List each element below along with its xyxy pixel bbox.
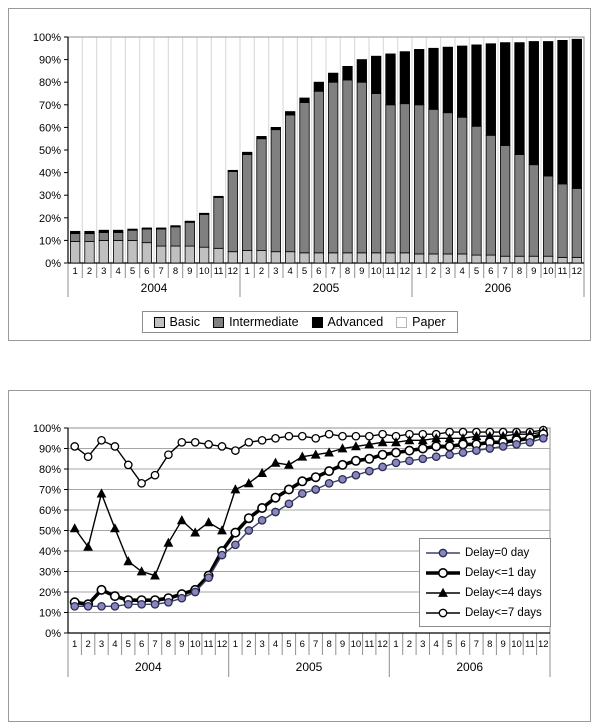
- svg-text:40%: 40%: [38, 546, 61, 558]
- svg-text:12: 12: [538, 639, 549, 650]
- legend-item-delay-0-day: [425, 544, 542, 561]
- svg-text:11: 11: [557, 266, 568, 277]
- svg-text:50%: 50%: [38, 525, 61, 538]
- y-axis: [33, 423, 68, 640]
- svg-text:2: 2: [430, 266, 437, 277]
- svg-text:80%: 80%: [38, 77, 61, 90]
- svg-text:11: 11: [524, 639, 535, 650]
- svg-text:60%: 60%: [38, 122, 61, 135]
- svg-text:2: 2: [86, 266, 93, 277]
- legend-item-delay-7-days: [425, 604, 542, 621]
- basic-swatch-icon: [153, 317, 164, 328]
- x-axis: [68, 263, 584, 297]
- svg-text:1: 1: [72, 639, 78, 650]
- svg-text:60%: 60%: [38, 505, 61, 517]
- svg-text:4: 4: [272, 639, 279, 650]
- svg-text:7: 7: [473, 639, 480, 650]
- legend-item-paper: [396, 315, 445, 329]
- svg-text:2: 2: [85, 639, 91, 650]
- svg-text:12: 12: [227, 266, 239, 277]
- svg-text:9: 9: [500, 639, 506, 650]
- svg-text:11: 11: [385, 266, 396, 277]
- svg-text:5: 5: [125, 639, 131, 650]
- svg-text:6: 6: [144, 266, 150, 277]
- svg-text:7: 7: [152, 639, 158, 650]
- delay-7-days-marker-icon: [425, 606, 461, 620]
- svg-text:10%: 10%: [38, 235, 61, 248]
- svg-text:70%: 70%: [38, 99, 61, 112]
- svg-text:4: 4: [112, 639, 118, 650]
- svg-text:6: 6: [488, 266, 494, 277]
- svg-text:2006: 2006: [484, 281, 512, 295]
- svg-text:11: 11: [364, 639, 375, 650]
- svg-text:6: 6: [316, 266, 322, 277]
- svg-text:1: 1: [393, 639, 399, 650]
- intermediate-swatch-icon: [213, 317, 224, 328]
- x-axis: [68, 633, 550, 677]
- legend-item-intermediate: [213, 315, 298, 329]
- svg-text:100%: 100%: [32, 423, 61, 435]
- svg-text:10: 10: [542, 266, 554, 277]
- svg-text:12: 12: [399, 266, 411, 277]
- legend-label: Advanced: [327, 315, 384, 329]
- svg-text:2005: 2005: [312, 281, 340, 295]
- svg-text:10: 10: [198, 266, 210, 277]
- svg-text:12: 12: [377, 639, 388, 650]
- svg-text:12: 12: [216, 639, 228, 650]
- svg-text:20%: 20%: [38, 587, 61, 599]
- svg-text:6: 6: [460, 639, 466, 650]
- svg-text:80%: 80%: [38, 464, 61, 476]
- svg-text:3: 3: [445, 266, 451, 277]
- svg-text:1: 1: [232, 639, 239, 650]
- svg-text:11: 11: [203, 639, 214, 650]
- advanced-swatch-icon: [312, 317, 323, 328]
- svg-text:7: 7: [502, 266, 508, 277]
- y-axis: [33, 32, 68, 270]
- svg-text:8: 8: [165, 639, 172, 650]
- svg-text:2: 2: [246, 639, 252, 650]
- svg-text:5: 5: [286, 639, 292, 650]
- svg-text:10: 10: [511, 639, 522, 650]
- svg-text:5: 5: [446, 639, 453, 650]
- svg-text:4: 4: [459, 266, 465, 277]
- svg-text:50%: 50%: [38, 145, 61, 157]
- delay-line-chart: [8, 390, 591, 722]
- svg-text:10%: 10%: [38, 607, 61, 620]
- legend-label: Intermediate: [229, 315, 299, 329]
- svg-text:2004: 2004: [140, 281, 168, 295]
- svg-text:40%: 40%: [38, 167, 61, 180]
- svg-text:3: 3: [273, 266, 279, 277]
- svg-text:2006: 2006: [456, 660, 484, 674]
- line-chart-legend: [419, 538, 551, 627]
- gridlines: [82, 37, 569, 263]
- svg-text:8: 8: [326, 639, 332, 650]
- delay-0-day-marker-icon: [425, 546, 461, 560]
- stacked-bar-plot: [9, 9, 590, 340]
- svg-text:30%: 30%: [38, 566, 61, 579]
- svg-text:3: 3: [420, 639, 426, 650]
- svg-text:11: 11: [213, 266, 224, 277]
- delay-4-days-marker-icon: [425, 586, 461, 600]
- svg-text:8: 8: [172, 266, 179, 277]
- svg-text:9: 9: [179, 639, 185, 650]
- svg-text:90%: 90%: [38, 54, 61, 67]
- svg-text:8: 8: [487, 639, 493, 650]
- legend-item-basic: [153, 315, 200, 329]
- legend-label: Delay<=7 days: [465, 606, 542, 619]
- svg-text:20%: 20%: [38, 212, 61, 225]
- svg-text:9: 9: [531, 266, 537, 277]
- bar-chart-legend: [141, 311, 457, 333]
- svg-text:100%: 100%: [32, 32, 61, 44]
- svg-text:4: 4: [433, 639, 439, 650]
- legend-item-delay-1-day: [425, 564, 542, 581]
- svg-text:9: 9: [339, 639, 346, 650]
- svg-text:1: 1: [72, 266, 78, 277]
- svg-text:5: 5: [473, 266, 480, 277]
- svg-text:2: 2: [258, 266, 265, 277]
- paper-swatch-icon: [396, 317, 407, 328]
- svg-text:9: 9: [359, 266, 365, 277]
- svg-text:3: 3: [98, 639, 105, 650]
- svg-text:7: 7: [330, 266, 336, 277]
- svg-text:7: 7: [313, 639, 319, 650]
- svg-text:7: 7: [158, 266, 164, 277]
- svg-text:10: 10: [350, 639, 362, 650]
- svg-text:5: 5: [129, 266, 136, 277]
- stacked-bar-chart: [8, 8, 591, 341]
- svg-text:3: 3: [101, 266, 107, 277]
- legend-label: Basic: [169, 315, 201, 329]
- svg-text:4: 4: [287, 266, 293, 277]
- svg-text:2005: 2005: [295, 660, 323, 674]
- svg-text:30%: 30%: [38, 190, 61, 203]
- svg-text:90%: 90%: [38, 443, 61, 456]
- legend-label: Delay<=1 day: [465, 566, 536, 579]
- svg-text:70%: 70%: [38, 484, 61, 497]
- svg-text:10: 10: [370, 266, 382, 277]
- svg-text:1: 1: [244, 266, 250, 277]
- legend-item-delay-4-days: [425, 584, 542, 601]
- svg-text:9: 9: [187, 266, 193, 277]
- svg-text:2004: 2004: [134, 660, 162, 674]
- svg-text:3: 3: [259, 639, 265, 650]
- legend-label: Paper: [412, 315, 446, 329]
- delay-1-day-marker-icon: [425, 566, 461, 580]
- svg-text:8: 8: [516, 266, 523, 277]
- svg-text:6: 6: [299, 639, 305, 650]
- svg-text:2: 2: [406, 639, 413, 650]
- legend-label: Delay<=4 days: [465, 586, 542, 599]
- svg-text:4: 4: [115, 266, 121, 277]
- svg-text:0%: 0%: [45, 628, 61, 640]
- svg-text:8: 8: [344, 266, 351, 277]
- svg-text:0%: 0%: [45, 258, 61, 270]
- svg-text:1: 1: [416, 266, 422, 277]
- legend-item-advanced: [312, 315, 384, 329]
- svg-text:5: 5: [301, 266, 308, 277]
- svg-text:10: 10: [189, 639, 201, 650]
- svg-text:12: 12: [571, 266, 583, 277]
- svg-text:6: 6: [138, 639, 145, 650]
- legend-label: Delay=0 day: [465, 546, 530, 559]
